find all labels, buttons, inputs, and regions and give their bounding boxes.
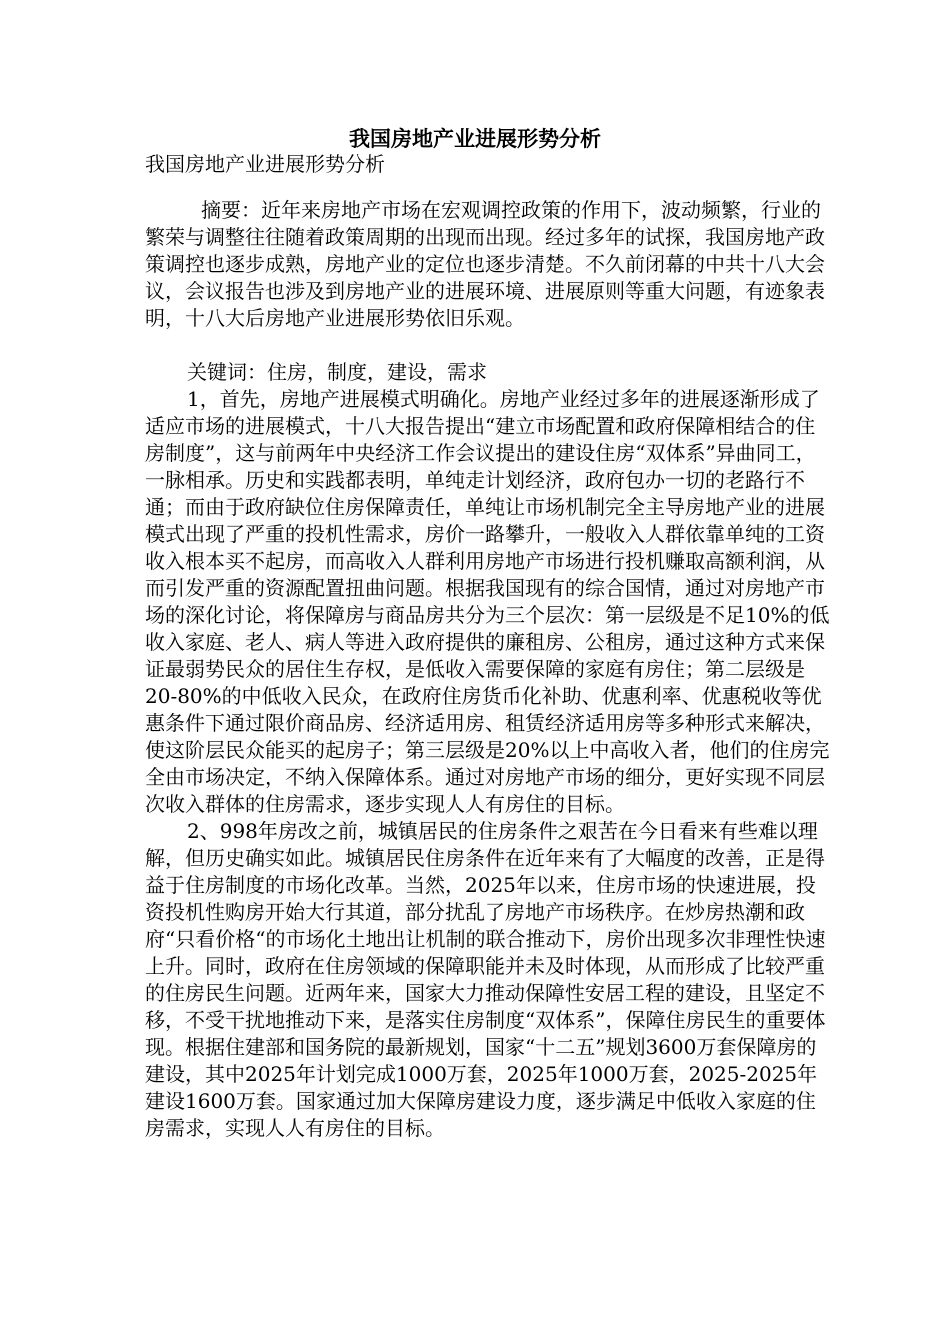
paragraph-spacer <box>145 332 835 359</box>
abstract-paragraph: 摘要：近年来房地产市场在宏观调控政策的作用下，波动频繁，行业的繁荣与调整往往随着政策周期的出现而出现。经过多年的试探，我国房地产政策调控也逐步成熟，房地产业的定位也逐步清楚。不久前闭幕的中共十八大会议，会议报告也涉及到房地产业的进展环境、进展原则等重大问题，有迹象表明，十八大后房地产业进展形势依旧乐观。 <box>145 198 825 330</box>
document-subtitle: 我国房地产业进展形势分析 <box>145 152 385 176</box>
body-paragraph-2: 2、998年房改之前，城镇居民的住房条件之艰苦在今日看来有些难以理解，但历史确实如此。城镇居民住房条件在近年来有了大幅度的改善，正是得益于住房制度的市场化改革。当然，2025年以来，住房市场的快速进展，投资投机性购房开始大行其道，部分扰乱了房地产市场秩序。在炒房热潮和政府“只看价格“的市场化土地出让机制的联合推动下，房价出现多次非理性快速上升。同时，政府在住房领域的保障职能并未及时体现，从而形成了比较严重的住房民生问题。近两年来，国家大力推动保障性安居工程的建设，且坚定不移，不受干扰地推动下来，是落实住房制度“双体系”，保障住房民生的重要体现。根据住建部和国务院的最新规划，国家“十二五”规划3600万套保障房的建设，其中2025年计划完成1000万套，2025年1000万套，2025-2025年建设1600万套。国家通过加大保障房建设力度，逐步满足中低收入家庭的住房需求，实现人人有房住的目标。 <box>145 819 826 1140</box>
keywords-line: 关键词：住房，制度，建设，需求 <box>187 360 487 384</box>
document-title: 我国房地产业进展形势分析 <box>349 126 601 151</box>
document-body <box>145 197 835 1142</box>
body-paragraph-1: 1，首先，房地产进展模式明确化。房地产业经过多年的进展逐渐形成了适应市场的进展模式，十八大报告提出“建立市场配置和政府保障相结合的住房制度”，这与前两年中央经济工作会议提出的建设住房“双体系”异曲同工，一脉相承。历史和实践都表明，单纯走计划经济，政府包办一切的老路行不通；而由于政府缺位住房保障责任，单纯让市场机制完全主导房地产业的进展模式出现了严重的投机性需求，房价一路攀升，一般收入人群依靠单纯的工资收入根本买不起房，而高收入人群利用房地产市场进行投机赚取高额利润，从而引发严重的资源配置扭曲问题。根据我国现有的综合国情，通过对房地产市场的深化讨论，将保障房与商品房共分为三个层次：第一层级是不足10%的低收入家庭、老人、病人等进入政府提供的廉租房、公租房，通过这种方式来保证最弱势民众的居住生存权，是低收入需要保障的家庭有房住；第二层级是20-80%的中低收入民众，在政府住房货币化补助、优惠利率、优惠税收等优惠条件下通过限价商品房、经济适用房、租赁经济适用房等多种形式来解决，使这阶层民众能买的起房子；第三层级是20%以上中高收入者，他们的住房完全由市场决定，不纳入保障体系。通过对房地产市场的细分，更好实现不同层次收入群体的住房需求，逐步实现人人有房住的目标。 <box>145 387 830 816</box>
